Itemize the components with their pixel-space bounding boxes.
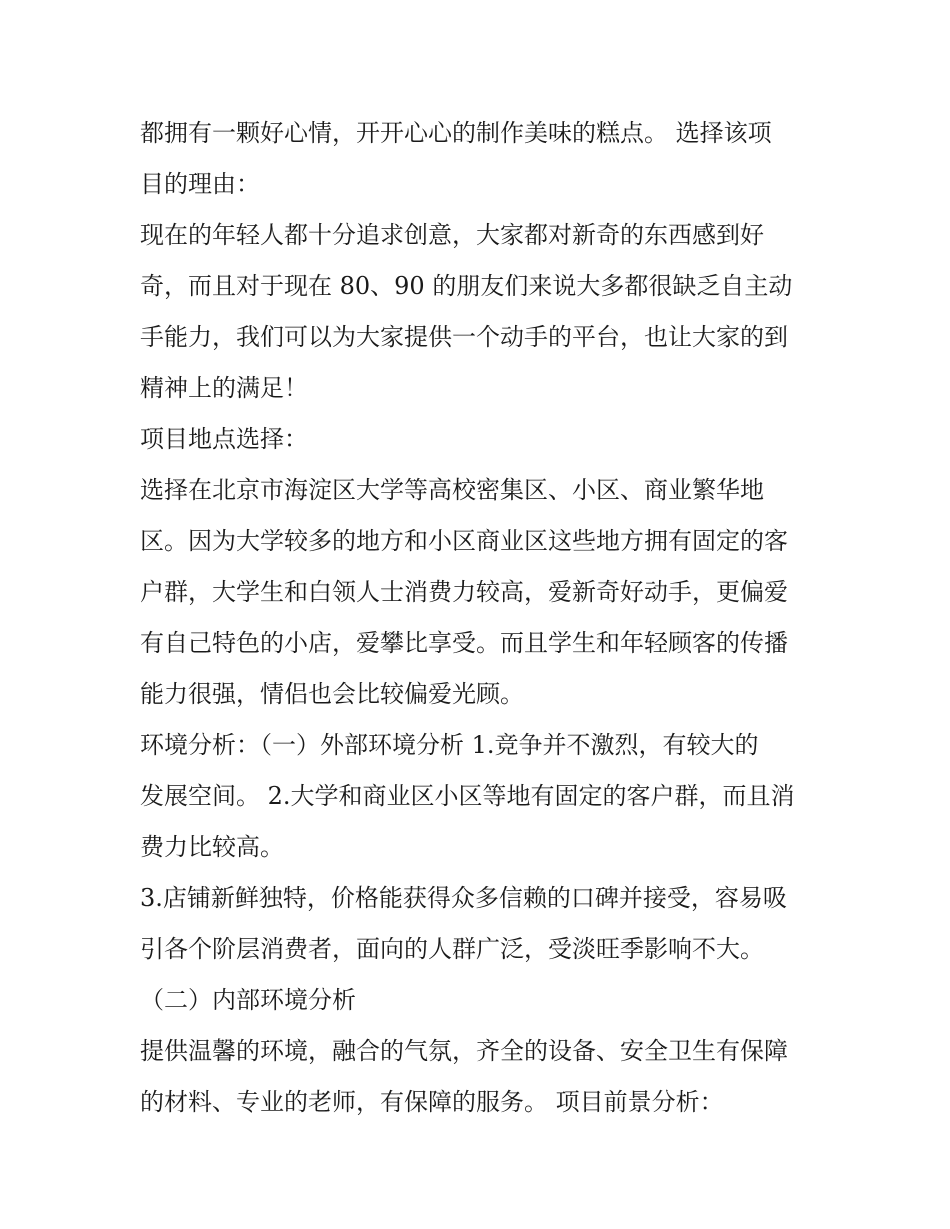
text-line: 费力比较高。 [140,833,284,861]
text-line: 提供温馨的环境，融合的气氛，齐全的设备、安全卫生有保障 [140,1037,788,1065]
text-line: 手能力，我们可以为大家提供一个动手的平台，也让大家的到 [140,323,788,351]
text-line: 选择在北京市海淀区大学等高校密集区、小区、商业繁华地 [140,476,764,504]
text-line: 户群，大学生和白领人士消费力较高，爱新奇好动手，更偏爱 [140,578,788,606]
text-line: 奇，而且对于现在 80、90 的朋友们来说大多都很缺乏自主动 [140,272,793,300]
text-line: 发展空间。 2.大学和商业区小区等地有固定的客户群，而且消 [140,782,795,810]
text-line: 能力很强，情侣也会比较偏爱光顾。 [140,680,524,708]
text-line: 目的理由： [140,170,260,198]
text-line: 3.店铺新鲜独特，价格能获得众多信赖的口碑并接受，容易吸 [140,884,787,912]
text-line: 的材料、专业的老师，有保障的服务。 项目前景分析： [140,1088,724,1116]
section-heading: （二）内部环境分析 [140,986,356,1014]
text-line: 精神上的满足！ [140,374,308,402]
text-line: 区。因为大学较多的地方和小区商业区这些地方拥有固定的客 [140,527,788,555]
text-line: 环境分析：（一）外部环境分析 1.竞争并不激烈，有较大的 [140,731,759,759]
text-line: 引各个阶层消费者，面向的人群广泛，受淡旺季影响不大。 [140,935,764,963]
document-body [140,108,830,1128]
text-line: 都拥有一颗好心情，开开心心的制作美味的糕点。 选择该项 [140,119,772,147]
text-line: 有自己特色的小店，爱攀比享受。而且学生和年轻顾客的传播 [140,629,788,657]
text-line: 现在的年轻人都十分追求创意，大家都对新奇的东西感到好 [140,221,764,249]
section-heading: 项目地点选择： [140,425,308,453]
